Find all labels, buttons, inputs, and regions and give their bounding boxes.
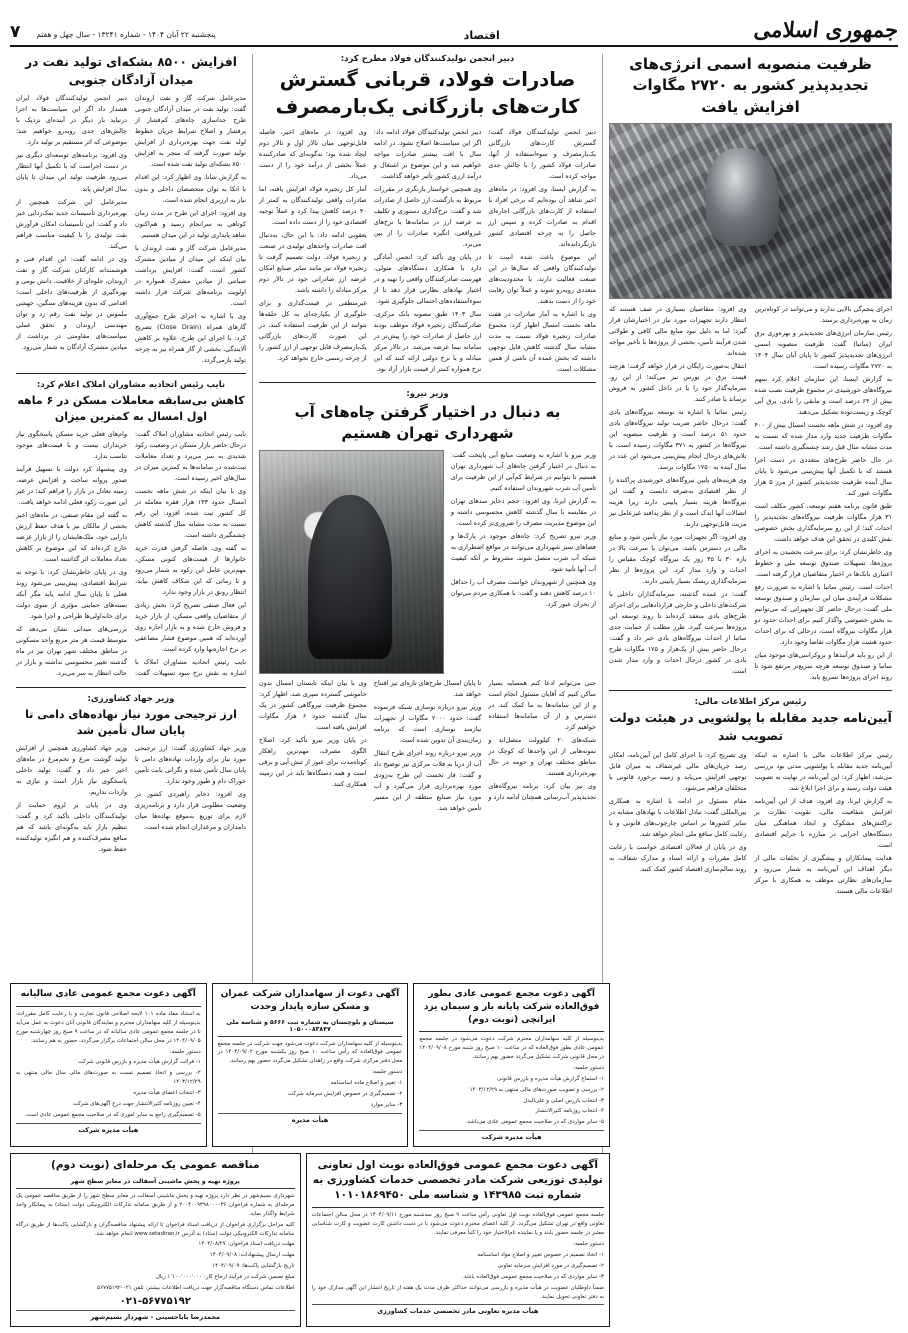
ad-paragraph: ۲- بررسی و تصویب صورت‌های مالی منتهی به ۱۴۰۳/۱۲/۲۹ (469, 1086, 604, 1093)
ad-paragraph: ۳- انتخاب اعضای هیأت مدیره (133, 1090, 201, 1097)
ad-signature: هیأت مدیره (218, 1113, 403, 1124)
ad-rule (16, 1006, 201, 1007)
paragraph: انتقال به‌صورت رایگان در قرار خواهد گرفت؛ هرچند قیمت برق در بورس نیز می‌کند؛ از این رو، سرمایه‌گذار خود را یا در داخل کشور به فروش برساند یا صادر کنند. (609, 361, 747, 404)
paragraph: به گفته وی، فاصله گرفتن قدرت خرید خانوارها از قیمت‌های کنونی مسکن، مهم‌ترین عامل این رکود به شمار می‌رود و تا زمانی که این شکاف کاهش نیابد، انتظار رونق در بازار وجود ندارد. (135, 543, 246, 596)
ad-rule (16, 1188, 295, 1189)
ad-title: مناقصه عمومی یک مرحله‌ای (نوبت دوم) (51, 1159, 260, 1172)
ad-paragraph: ۲- بررسی و اتخاذ تصمیم نسبت به صورت‌های مالی سال مالی منتهی به ۱۴۰۳/۱۲/۲۹ (15, 1070, 201, 1086)
ad-body (218, 1040, 403, 1110)
paragraph: به گزارش ایرنا، وی افزود: هدف از این آیین‌نامه افزایش شفافیت مالی، تقویت نظارت بر تراکنش‌های مشکوک و ایجاد هماهنگی میان دستگاه‌های اجرایی در مبارزه با جرایم اقتصادی است. (754, 796, 892, 849)
steel-export-headline: صادرات فولاد، قربانی گسترش کارت‌های بازرگانی یک‌بارمصرف (275, 68, 580, 118)
paragraph: این فعال صنفی تصریح کرد: بخش زیادی از متقاضیان واقعی مسکن، از بازار خرید و فروش خارج شده و به بازار اجاره روی آورده‌اند که همین موضوع فشار مضاعفی بر نرخ اجاره‌بها وارد کرده است. (135, 600, 246, 653)
steel-export-body (259, 127, 596, 375)
ads-row-2 (10, 1153, 610, 1327)
ad-paragraph: کلیه مراحل برگزاری فراخوان از دریافت اسناد فراخوان تا ارائه پیشنهاد مناقصه‌گران و بازگشایی پاکت‌ها از طریق درگاه سامانه تدارکات الکترونیکی دولت (ستاد) به آدرس www.setadiran.ir انجام خواهد شد. (16, 1221, 295, 1237)
ad-body (419, 1035, 604, 1127)
ad-paragraph: مبلغ تضمین شرکت در فرآیند ارجاع کار: ۱٬۱۰۰٬۰۰۰٬۰۰۰ ریال (155, 1274, 295, 1281)
paragraph: رئیس ساتبا با اشاره به توسعه نیروگاه‌های بادی گفت: درحال حاضر ضریب تولید نیروگاه‌های بادی حدود ۵۱ درصد است و ظرفیت منصوبه این نیروگاه‌ها در کشور به ۳۷۱ مگاوات رسیده است. با تلاش‌های درحال انجام پیش‌بینی می‌شود این عدد در سال آینده به ۱۷۵۰ مگاوات برسد. (609, 408, 747, 472)
paragraph: وی تصریح کرد: با اجرای کامل این آیین‌نامه، امکان رصد جریان‌های مالی غیرشفاف به میزان قابل توجهی افزایش می‌یابد و زمینه برخورد قانونی با متخلفان فراهم می‌شود. (609, 750, 747, 792)
paragraph: به گزارش ایرنا، وی افزود: حجم ذخایر سدهای تهران در مقایسه با سال گذشته کاهش محسوسی داشته و این موضوع مدیریت مصرف را ضروری‌تر کرده است. (450, 496, 596, 527)
section-divider (16, 687, 246, 688)
oil-production-body (16, 93, 246, 365)
ad-body (16, 1010, 201, 1120)
paragraph: به گزارش ایسنا، این سازمان اعلام کرد سهم نیروگاه‌های خورشیدی در مجموع ظرفیت نصب شده بیش از ۶۴ درصد است و مابقی را بادی، برق آبی کوچک و زیست‌توده تشکیل می‌دهند. (754, 374, 892, 417)
paragraph: وزیر نیرو تصریح کرد: چاه‌های موجود در پارک‌ها و فضاهای سبز شهرداری می‌توانند در مواقع اضطراری به شبکه آب شرب متصل شوند، مشروط بر آنکه کیفیت آب آنها تأیید شود. (450, 531, 596, 573)
paragraph: وی پیشنهاد کرد دولت با تسهیل فرآیند صدور پروانه ساخت و افزایش عرضه، زمینه تعادل در بازار را فراهم کند؛ در غیر این صورت رکود فعلی ادامه خواهد یافت. (16, 464, 127, 506)
ad-body (312, 1211, 604, 1301)
advertisement-zone (10, 977, 610, 1327)
paragraph: مدیرعامل شرکت گاز و نفت اروندان گفت: تولید نفت در میدان آزادگان جنوبی طرح جداسازی چاه‌های کم‌فشار از پرفشار و اصلاح شرایط جریان خطوط لوله نفت جهت بهره‌برداری از افزایش تولید صورت گرفته که منجر به افزایش ۸۵۰۰ بشکه‌ای تولید نفت شده است. (135, 94, 246, 169)
ad-general-assembly-extraordinary[interactable] (413, 983, 610, 1147)
ad-paragraph: شهرداری نسیم‌شهر در نظر دارد پروژه تهیه و پخش ماشینی آسفالت در معابر سطح شهر را از طریق مناقصه عمومی یک مرحله‌ای به شماره فراخوان ۲۰۰۴۰۰۹۳۹۸۰۰۰۰۳۶ و از طریق سامانه تدارکات الکترونیکی دولت (ستاد) به پیمانکار واجد شرایط واگذار نماید. (16, 1192, 295, 1217)
ad-public-tender-asphalt[interactable] (10, 1153, 301, 1327)
paragraph: وی با اشاره به اجرای طرح جمع‌آوری گازهای همراه (Close Drain) تصریح کرد: با اجرای این طرح، علاوه بر کاهش آلایندگی، بخشی از گاز همراه نیز به چرخه تولید بازمی‌گردد. (135, 311, 247, 364)
paragraph: دبیر انجمن تولیدکنندگان فولاد گفت: گسترش کارت‌های بازرگانی یک‌بارمصرف و سوءاستفاده از آنها، صادرات فولاد کشور را با چالش جدی مواجه کرده است. (488, 127, 596, 180)
ad-rule (218, 1036, 403, 1037)
ad-paragraph: ۱- قرائت گزارش هیأت مدیره و بازرس قانونی شرکت (78, 1059, 201, 1066)
ad-paragraph: ۵- سایر مواردی که در صلاحیت مجمع عمومی عادی می‌باشد. (465, 1119, 604, 1126)
paragraph: در پایان وی تأکید کرد: انجمن آمادگی دارد با همکاری دستگاه‌های متولی، فهرست صادرکنندگان واقعی را تهیه و در اختیار نهادهای نظارتی قرار دهد تا از سوءاستفاده‌های احتمالی جلوگیری شود. (373, 252, 482, 306)
paragraph: این موضوع باعث شده است تا تولیدکنندگان واقعی که سال‌ها در این صنعت فعالیت دارند، با محدودیت‌های متعددی روبه‌رو شوند و عملاً توان رقابت خود را از دست بدهند. (488, 252, 596, 306)
paragraph: یعقوبی ادامه داد: با این حال، به‌دنبال افت صادرات واحدهای تولیدی در صنعت و زنجیره فولاد، دولت تصمیم گرفت تا زنجیره فولاد نیز مانند سایر صنایع امکان عرضه ارز صادراتی خود در تالار دوم مرکز مبادله را داشته باشد. (259, 230, 367, 295)
paragraph: وی افزود: متقاضیان بسیاری در صف هستند که انتظار دارند تجهیزات مورد نیاز در اختیارشان قرار گیرد؛ اما به دلیل نبود منابع مالی کافی و طولانی شدن فرآیند تأمین، بخشی از پروژه‌ها با تأخیر مواجه شده‌اند. (609, 304, 747, 357)
paragraph: وی با بیان اینکه در شش ماهه نخست امسال حدود ۱۳۳ هزار فقره معامله در کل کشور ثبت شده، افزود: این رقم نسبت به مدت مشابه سال گذشته کاهش چشمگیری داشته است. (135, 486, 246, 539)
page-number: ۷ (10, 22, 21, 42)
paragraph: وی با اشاره به آمار صادرات در هفت ماهه نخست امسال اظهار کرد: مجموع صادرات زنجیره فولاد نسبت به مدت مشابه سال گذشته کاهش قابل توجهی داشته که بخش عمده آن ناشی از همین مشکلات است. (488, 310, 596, 374)
ads-row-1 (10, 983, 610, 1147)
agriculture-kicker: وزیر جهاد کشاورزی: (87, 693, 175, 704)
oil-production-headline: افزایش ۸۵۰۰ بشکه‌ای تولید نفت در میدان آزادگان جنوبی (25, 55, 237, 87)
water-kicker: وزیر نیرو: (406, 389, 449, 400)
water-story-top (259, 450, 596, 674)
paragraph: در حال حاضر طرح‌های متعددی در دست اجرا هستند که با تکمیل آنها پیش‌بینی می‌شود تا پایان سال آینده ظرفیت تجدیدپذیر کشور از مرز ۵ هزار مگاوات عبور کند. (754, 456, 893, 498)
ad-agri-cooperative-assembly[interactable] (306, 1153, 610, 1327)
paragraph: رئیس سازمان انرژی‌های تجدیدپذیر و بهره‌وری برق ایران (ساتبا) گفت: ظرفیت منصوبه اسمی انرژی‌های تجدیدپذیر کشور تا پایان آبان سال ۱۴۰۴ به ۲۷۲۰ مگاوات رسیده است. (754, 328, 892, 370)
section-divider (609, 690, 892, 691)
ad-paragraph: اطلاعات تماس دستگاه مناقصه‌گزار جهت دریافت اطلاعات بیشتر: تلفن ۰۲۱-۵۶۷۷۵۱۹۲ (97, 1285, 295, 1292)
ad-paragraph: ۱- تغییر و اصلاح ماده اساسنامه (330, 1080, 403, 1087)
paragraph: وزیر جهاد کشاورزی گفت: ارز ترجیحی مورد نیاز برای واردات نهاده‌های دامی تا پایان سال تأمین شده و نگرانی بابت تأمین خوراک دام و طیور وجود ندارد. (135, 743, 246, 785)
housing-market-body (16, 429, 246, 680)
section-divider (259, 382, 596, 383)
paragraph: وی در پایان خاطرنشان کرد: با توجه به شرایط اقتصادی، پیش‌بینی می‌شود روند فعلی تا پایان سال ادامه یابد مگر آنکه بسته‌های حمایتی مؤثری از سوی دولت برای خانه‌اولی‌ها طراحی و اجرا شود. (16, 567, 127, 620)
paragraph: وی در پایان از فعالان اقتصادی خواست با رعایت کامل مقررات و ارائه اسناد و مدارک شفاف، به روند سالم‌سازی اقتصاد کشور کمک کنند. (609, 842, 747, 873)
paragraph: رئیس مرکز اطلاعات مالی با اشاره به اینکه آیین‌نامه جدید مقابله با پولشویی مدتی بود بررسی می‌شد، اظهار کرد: این آیین‌نامه در نهایت به تصویب هیئت دولت رسید و برای اجرا ابلاغ شد. (754, 750, 892, 792)
paragraph: وی خاطرنشان کرد: برای سرعت بخشیدن به اجرای پروژه‌ها، تسهیلات صندوق توسعه ملی و خطوط اعتباری بانک‌ها در اختیار متقاضیان قرار گرفته است. (754, 548, 892, 579)
paragraph: هدایت پیمانکاران و پیشگیری از تخلفات مالی از دیگر اهداف این آیین‌نامه به شمار می‌رود و سازمان‌های نظارتی موظف به همکاری با مرکز اطلاعات مالی هستند. (754, 853, 892, 895)
ad-paragraph: ۲- تصمیم‌گیری در مورد افزایش سرمایه تعاونی (497, 1262, 604, 1269)
aml-kicker: رئیس مرکز اطلاعات مالی: (694, 697, 807, 708)
renewable-energy-body (609, 304, 892, 684)
ad-paragraph: تاریخ بازگشایی پاکت‌ها: ۱۴۰۴/۰۹/۰۹ (212, 1263, 295, 1270)
paragraph: سال ۱۴۰۳ طبق مصوبه بانک مرکزی، صادرکنندگان زنجیره فولاد موظف بودند ارز حاصل از صادرات خود را پیش‌تر در سامانه نیما عرضه می‌شد. در تالار مرکز مبادله و با نرخ دولتی ارائه کنند که این نرخ همواره کمتر از قیمت بازار آزاد بود. (373, 310, 482, 374)
paragraph: وی نیز بیان کرد: برنامه نیروگاه‌های تجدیدپذیر آب‌رسانی همچنان ادامه دارد و تا پایان امسال طرح‌های تازه‌ای نیز افتتاح خواهد شد. (373, 678, 596, 801)
steel-kicker: دبیر انجمن تولیدکنندگان فولاد مطرح کرد: (340, 54, 515, 64)
ad-signature: محمدرضا باباحسینی - شهردار نسیم‌شهر (16, 1310, 295, 1321)
paragraph: وی هزینه‌های پایین نیروگاه‌های خورشیدی پراکنده را از نظر اقتصادی به‌صرفه دانست و گفت این نیروگاه‌ها هزینه بسیار پایینی دارند زیرا هزینه اتصالات آنها اندک است و از نظر پدافند غیرعامل نیز مزیت قابل‌توجهی دارند. (609, 476, 747, 529)
paragraph: وی افزود: در شش ماهه نخست امسال بیش از ۴۰۰ مگاوات ظرفیت جدید وارد مدار شده که نسبت به مدت مشابه سال قبل رشد چشمگیری داشته است. (754, 421, 892, 452)
paragraph: وی افزود: در ماه‌های اخیر، فاصله قابل‌توجهی میان تالار اول و تالار دوم ایجاد شده بود؛ به‌گونه‌ای که صادرکننده عملاً بخشی از درآمد خود را از دست می‌داد. (259, 127, 367, 180)
ad-paragraph: دستور جلسه: (573, 1241, 604, 1248)
aml-body (609, 750, 892, 897)
paragraph: وی افزود: اگر تجهیزات مورد نیاز تأمین شود و منابع مالی در دسترس باشد، می‌توان با سرعت بالا در بازه ۳۰ تا ۴۵ روز یک نیروگاه کوچک مقیاس را احداث و وارد مدار کرد. این پروژه‌ها از نظر سرمایه‌گذاری ریسک بسیار پایینی دارند. (609, 533, 747, 586)
paragraph: وی افزود: ذخایر راهبردی کشور در وضعیت مطلوبی قرار دارد و برنامه‌ریزی لازم برای توزیع به‌موقع نهاده‌ها میان دامداران و مرغداران انجام شده است. (135, 789, 246, 831)
paragraph: دبیر انجمن تولیدکنندگان فولاد ادامه داد: اگر این سیاست‌ها اصلاح نشود، در ادامه سال با افت بیشتر صادرات مواجه خواهیم شد و این موضوع بر اشتغال و درآمد ارزی کشور تأثیر خواهد گذاشت. (373, 127, 482, 180)
ad-paragraph: دستور جلسه: (371, 1069, 403, 1076)
aml-headline: آیین‌نامه جدید مقابله با پولشویی در هیئت دولت تصویب شد (609, 711, 892, 744)
paragraph: وزیر جهاد کشاورزی همچنین از افزایش تولید گوشت مرغ و تخم‌مرغ در ماه‌های اخیر خبر داد و گفت: تولید داخلی پاسخگوی نیاز بازار است و نیازی به واردات نداریم. (16, 743, 127, 796)
ad-paragraph: به استناد مفاد ماده ۱۰۱ لایحه اصلاحی قانون تجارت و با رعایت کامل مقررات، بدینوسیله از کلیه سهامداران محترم و نمایندگان قانونی آنان دعوت به عمل می‌آید تا در جلسه مجمع عمومی عادی سالیانه که در ساعت ۹ صبح روز چهارشنبه مورخ ۱۴۰۴/۰۹/۰۵ در محل سالن اجتماعات برگزار می‌گردد، حضور به هم رسانند. (15, 1010, 201, 1044)
ad-paragraph: مهلت ارسال پیشنهادات: ۱۴۰۴/۰۹/۰۸ (209, 1252, 295, 1259)
paragraph: احداث است. رئیس ساتبا با اشاره به ضرورت رفع مشکلات فرآیندی میان این سازمان و صندوق توسعه ملی گفت: درحال حاضر کل تجهیزاتی که می‌توانیم به بخش خصوصی واگذار کنیم برای احداث حدود دو هزار مگاوات نیروگاه است، درحالی که برای احداث حدود هشت هزار مگاوات تقاضا وجود دارد. (754, 583, 892, 647)
ad-signature: هیأت مدیره شرکت (16, 1123, 201, 1134)
paragraph: در پایان وزیر نیرو تأکید کرد: اصلاح الگوی مصرف، مهم‌ترین راهکار کوتاه‌مدت برای عبور از تنش آبی و برقی است و همه دستگاه‌ها باید در این زمینه همکاری کنند. (259, 735, 367, 788)
paragraph: نایب رئیس اتحادیه مشاوران املاک با اشاره به نقش نرخ سود تسهیلات گفت: وام‌های فعلی خرید مسکن پاسخگوی نیاز خریداران نیست و با قیمت‌های موجود تناسب ندارد. (16, 429, 246, 677)
section-name: اقتصاد (463, 29, 500, 42)
paragraph: اجرای پنجم‌گی بالایی ندارند و می‌توانند در کوتاه‌ترین زمان به بهره‌برداری برسند. (754, 304, 892, 324)
minister-photo-wrap (259, 450, 444, 674)
section-divider (16, 373, 246, 374)
paragraph: وی در ادامه گفت: این اقدام فنی و هوشمندانه کارکنان شرکت گاز و نفت اروندان، جلوه‌ای از خلاقیت، دانش بومی و بهره‌گیری از ظرفیت‌های داخلی است؛ اقدامی که بدون هزینه‌های سنگین، جهشی ملموس در تولید نفت رقم زد و توان مهندسی اروندان و تحقق عملی سیاست‌های مقاومتی در برداشت از میادین مشترک آزادگان به شمار می‌رود. (16, 254, 127, 351)
paragraph: غیرمنطقی در قیمت‌گذاری و برای جلوگیری از یکپارچه‌ای به کل حلقه‌ها بتوانند از این ظرفیت استفاده کنند، در این صورت کارت‌های بازرگانی یک‌بارمصرف قابل توجهی از ارز کشور را از چرخه رسمی خارج نخواهد کرد. (259, 299, 367, 363)
paragraph: دبیر انجمن تولیدکنندگان فولاد ایران هشدار داد اگر این سیاست‌ها به اجرا درنیاید بار دیگر در آینده‌ای نزدیک با چالش‌های جدی روبه‌رو خواهیم شد؛ موضوعی که اثر مستقیم بر تولید دارد. (16, 94, 127, 147)
paragraph: شبکه‌های ۲۰ کیلوولت متصل‌اند و نمونه‌هایی از این واحدها که کوچک در مناطق مختلف تهران و حومه در حال بهره‌برداری هستند. (488, 735, 596, 777)
ad-rule (419, 1031, 604, 1032)
ad-paragraph: ۳- سایر مواردی که در صلاحیت مجمع عمومی فوق‌العاده باشد. (462, 1273, 604, 1280)
ad-paragraph: مهلت دریافت اسناد فراخوان: ۱۴۰۴/۰۸/۲۷ (198, 1241, 295, 1248)
paragraph: وزیر نیرو با اشاره به وضعیت منابع آبی پایتخت گفت: به دنبال در اختیار گرفتن چاه‌های آب شهرداری تهران هستیم تا بتوانیم در شرایط کم‌آبی از این ظرفیت برای تأمین آب شرب شهروندان استفاده کنیم. (450, 450, 596, 492)
ad-signature: هیأت مدیره شرکت (419, 1130, 604, 1141)
paragraph: گفت: در عمده گذشته، سرمایه‌گذاران داخلی با شرکت‌های داخلی و خارجی قراردادهایی برای اجرای طرح‌های بادی منعقد کرده‌اند تا روند توسعه این پروژه‌ها سرعت گیرد، طرز مطلب از حمایت جدی ساتبا از احداث نیروگاه‌های بادی خبر داد و گفت: درحال حاضر بیش از یک‌هزار و ۱۷۵ مگاوات طرح بادی در کشور درحال احداث و وارد مدار شدن است. (608, 590, 747, 676)
ad-subtitle: پروژه تهیه و پخش ماشینی آسفالت در معابر سطح شهر (70, 1177, 240, 1185)
masthead-issue-info (10, 22, 216, 42)
solar-panel-installation-photo (609, 123, 892, 299)
paragraph: به گفته این مقام صنفی، در ماه‌های اخیر بخشی از مالکان نیز با هدف حفظ ارزش دارایی خود، ملک‌هایشان را از بازار عرضه خارج کرده‌اند که این موضوع بر کاهش تعداد معاملات اثر گذاشته است. (16, 510, 127, 563)
paragraph: نایب رئیس اتحادیه مشاوران املاک گفت: درحال حاضر بازار مسکن در وضعیت رکود شدیدی به سر می‌برد و تعداد معاملات ثبت‌شده در سامانه‌ها به کمترین میزان در سال‌های اخیر رسیده است. (135, 429, 246, 482)
ad-court-summons-unity[interactable] (212, 983, 409, 1147)
ad-title: آگهی دعوت مجمع عمومی عادی بطور فوق‌العاده شرکت پایانه بار و سیمان یزد ایرانچی (نوبت دوم) (423, 989, 600, 1025)
paragraph: از این رو باید فرآیندها و بروکراسی‌های موجود میان ساتبا و صندوق توسعه هرچه سریع‌تر مرتفع شود تا روند اجرای پروژه‌ها تسریع یابد. (754, 651, 892, 682)
paragraph: وی افزود: اجرای این طرح در مدت زمان کوتاهی به سرانجام رسید و هم‌اکنون شاهد پایداری تولید در این میدان هستیم. (135, 208, 246, 239)
ad-body (16, 1192, 295, 1293)
ad-signature: هیأت مدیره تعاونی مادر تخصصی خدمات کشاورزی (312, 1304, 604, 1315)
ad-phone-number[interactable]: ۰۲۱-۵۶۷۷۵۱۹۲ (119, 1296, 191, 1307)
paragraph: به گزارش شانا، وی اظهار کرد: این اقدام با اتکا به توان متخصصان داخلی و بدون نیاز به ارزبری انجام شده است. (135, 173, 246, 204)
ad-title: آگهی دعوت مجمع عمومی فوق‌العاده نوبت اول تعاونی تولیدی توزیعی شرکت مادر تخصصی خدمات کشاورزی به شماره ثبت ۱۴۳۹۸۵ و شناسه ملی ۱۰۱۰۱۸۶۹۴۵۰ (312, 1159, 603, 1201)
right-column (602, 54, 898, 1324)
ad-paragraph: ۲- تصمیم‌گیری در خصوص افزایش سرمایه شرکت (288, 1091, 403, 1098)
water-story-text-right (451, 450, 596, 674)
ad-paragraph: جلسه مجمع عمومی فوق‌العاده نوبت اول تعاونی رأس ساعت ۹ صبح روز سه‌شنبه مورخ ۱۴۰۴/۰۹/۱۱ در محل سالن اجتماعات تعاونی واقع در تهران تشکیل می‌گردد. از کلیه اعضای محترم دعوت می‌شود با در دست داشتن کارت عضویت و کارت شناسایی معتبر در جلسه حضور یابند و یا نماینده تام‌الاختیار خود را کتباً معرفی نمایند. (311, 1212, 604, 1237)
water-story-body (259, 678, 596, 814)
ad-paragraph: بدینوسیله از کلیه سهامداران شرکت دعوت می‌شود جهت شرکت در جلسه مجمع عمومی فوق‌العاده که رأس ساعت ۱۰ صبح روز یکشنبه مورخ ۱۴۰۴/۰۹/۰۲ در محل دفتر مرکزی شرکت واقع در زاهدان تشکیل می‌گردد حضور بهم رسانند. (217, 1040, 403, 1065)
paragraph: وی در پایان بر لزوم حمایت از تولیدکنندگان داخلی تأکید کرد و گفت: تنظیم بازار باید به‌گونه‌ای باشد که هم منافع مصرف‌کننده و هم انگیزه تولیدکننده حفظ شود. (16, 800, 127, 853)
ad-subtitle: سیستان و بلوچستان به شماره ثبت ۵۶۶۶ و شناسه ملی ۱۰۵۰۰۰۸۳۸۴۷ (226, 1018, 394, 1033)
ad-title: آگهی دعوت از سهامداران شرکت عمران و مسکن سازه پایدار وحدت (220, 989, 400, 1012)
paragraph: طبق قانون برنامه هفتم توسعه، کشور مکلف است ۳۱ هزار مگاوات ظرفیت نیروگاه‌های تجدیدپذیر را احداث کند؛ از این رو سرمایه‌گذاری بخش خصوصی نقش کلیدی در تحقق این هدف خواهد داشت. (754, 502, 892, 544)
ad-rule (312, 1207, 604, 1208)
ad-title: آگهی دعوت مجمع عمومی عادی سالیانه (20, 989, 196, 1000)
housing-kicker: نایب رئیس اتحادیه مشاوران املاک اعلام کرد: (36, 379, 226, 390)
ad-paragraph: دستور جلسه: (573, 1064, 604, 1071)
ad-paragraph: ۳- انتخاب بازرس اصلی و علی‌البدل (523, 1097, 604, 1104)
paragraph: وزیر نیرو درباره نوسازی شبکه فرسوده گفت: حدود ۲۰۰۰ مگاوات از تجهیزات نیازمند نوسازی است که برنامه زمان‌بندی آن تدوین شده است. (373, 702, 482, 744)
masthead (10, 8, 898, 42)
livestock-currency-body (16, 743, 246, 855)
ad-paragraph: ۱- اتخاذ تصمیم در خصوص تغییر و اصلاح مواد اساسنامه (477, 1251, 604, 1258)
paragraph: آمار کل زنجیره فولاد افزایش یافته، اما صادرات واقعی تولیدکنندگان به کمتر از ۴۰ درصد کاهش پیدا کرد و عملاً توجیه اقتصادی خود را از دست داده است. (259, 184, 367, 226)
tehran-water-headline: به دنبال در اختیار گرفتن چاه‌های آب شهرداری تهران هستیم (294, 403, 561, 443)
housing-market-headline: کاهش بی‌سابقه معاملات مسکن در ۶ ماهه اول امسال به کمترین میزان (17, 393, 245, 423)
paragraph: وی با بیان اینکه تابستان امسال بدون خاموشی گسترده سپری شد، اظهار کرد: مجموع ظرفیت نیروگاهی کشور در یک سال گذشته حدود ۶ هزار مگاوات افزایش یافته است. (259, 678, 367, 731)
renewable-energy-headline: ظرفیت منصوبه اسمی انرژی‌های تجدیدپذیر کشور به ۲۷۲۰ مگاوات افزایش یافت (629, 55, 872, 116)
paragraph: حتی می‌توانم ادعا کنم همسایه بسیار ساکن کنیم که آقایان مسئول انجام است و از این سامانه‌ها به ما کمک کند، در دسترس و از آن سامانه‌ها استفاده خواهیم کرد. (488, 678, 596, 731)
paragraph: وی همچنین از شهروندان خواست مصرف آب را حداقل ۱۰ درصد کاهش دهند و گفت: با همکاری مردم می‌توان از بحران عبور کرد. (450, 577, 596, 608)
ad-power-plant-tender-notice[interactable] (10, 983, 207, 1147)
ad-paragraph: ۵- تصمیم‌گیری راجع به سایر اموری که در صلاحیت مجمع عمومی عادی است. (24, 1111, 201, 1118)
paragraph: بررسی‌های میدانی نشان می‌دهد که متوسط قیمت هر متر مربع واحد مسکونی در مناطق مختلف شهر تهران نیز در ماه گذشته تغییر محسوسی نداشته و بازار در حالت انتظار به سر می‌برد. (16, 624, 127, 677)
issue-meta: پنجشنبه ۲۲ آبان ۱۴۰۴ - شماره ۱۳۲۴۱ - سال چهل و هفتم (36, 30, 216, 39)
ad-paragraph: ۳- سایر موارد (370, 1101, 403, 1108)
paragraph: مدیرعامل شرکت گاز و نفت اروندان با بیان اینکه این میدان از میادین مشترک کشور است، گفت: افزایش برداشت صیانتی از میادین مشترک همواره در اولویت برنامه‌های شرکت قرار داشته است. (135, 243, 246, 307)
ad-paragraph: ۴- انتخاب روزنامه کثیرالانتشار (535, 1108, 604, 1115)
ad-paragraph: ۱- استماع گزارش هیأت مدیره و بازرس قانونی (496, 1075, 604, 1082)
masthead-rule (10, 45, 898, 47)
ad-paragraph: ضمناً داوطلبان عضویت در هیأت مدیره و بازرسی می‌توانند حداکثر ظرف مدت یک هفته از تاریخ انتشار این آگهی مدارک خود را به دفتر تعاونی تحویل نمایند. (311, 1284, 604, 1300)
paragraph: مقام مسئول در ادامه با اشاره به همکاری بین‌المللی گفت: تبادل اطلاعات با نهادهای مشابه در سایر کشورها بر اساس چارچوب‌های قانونی و با رعایت کامل منافع ملی انجام خواهد شد. (609, 796, 747, 838)
newspaper-title: جمهوری اسلامی (752, 17, 900, 42)
ad-paragraph: بدینوسیله از کلیه سهامداران محترم شرکت دعوت می‌شود در جلسه مجمع عمومی عادی بطور فوق‌العاده که در ساعت ۱۰ صبح روز شنبه مورخ ۱۴۰۴/۰۹/۰۸ در محل قانونی شرکت تشکیل می‌گردد حضور بهم رسانند. (419, 1036, 604, 1060)
paragraph: به گزارش ایسنا، وی افزود: در ماه‌های اخیر شاهد آن بوده‌ایم که برخی افراد با استفاده از کارت‌های بازرگانی اجاره‌ای اقدام به صادرات کرده و سپس ارز حاصل را به چرخه اقتصادی کشور بازنگردانده‌اند. (488, 184, 596, 248)
ad-paragraph: دستور جلسه: (169, 1048, 201, 1055)
paragraph: مدیرعامل این شرکت همچنین از بهره‌برداری تأسیسات جدید نمک‌زدایی خبر داد و گفت: این تأسیسات امکان فرآورش نفت تولیدی را با کیفیت مناسب فراهم می‌کند. (16, 197, 127, 250)
livestock-currency-headline: ارز ترجیحی مورد نیاز نهاده‌های دامی تا پایان سال تأمین شد (25, 707, 237, 737)
paragraph: وزیر نیرو درباره روند اجرای طرح انتقال آب از دریا به فلات مرکزی نیز توضیح داد و گفت: فاز نخست این طرح به‌زودی مورد بهره‌برداری قرار می‌گیرد و آب مورد نیاز صنایع منطقه از این مسیر تأمین خواهد شد. (373, 748, 482, 812)
paragraph: وی افزود: برنامه‌های توسعه‌ای دیگری نیز در دست اجراست که با تکمیل آنها انتظار می‌رود ظرفیت تولید این میدان تا پایان سال افزایش یابد. (16, 151, 127, 193)
minister-portrait-photo (259, 450, 444, 674)
ad-paragraph: ۴- تعیین روزنامه کثیرالانتشار جهت درج آگهی‌های شرکت (72, 1101, 201, 1108)
paragraph: وی همچنین خواستار بازنگری در مقررات مربوط به بازگشت ارز حاصل از صادرات شد و گفت: نرخ‌گذاری دستوری و تکلیف به عرضه ارز در سامانه‌ها با نرخ‌های غیرواقعی، انگیزه صادرات را از بین می‌برد. (373, 184, 482, 248)
